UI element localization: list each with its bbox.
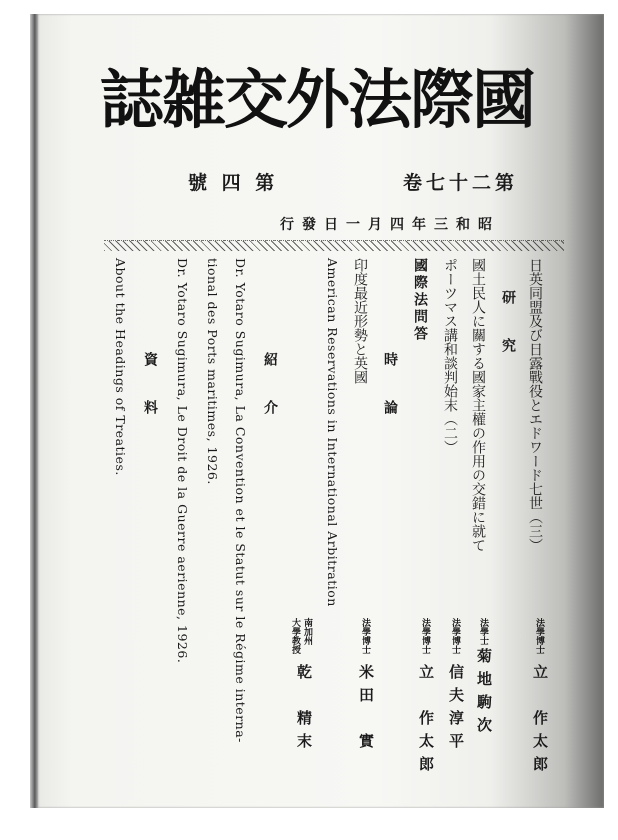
intro-2-title: Dr. Yotaro Sugimura, Le Droit de la Guerre aerienne, 1926.: [175, 258, 190, 664]
page-binding-edge: [30, 14, 38, 808]
qa-heading: 國際法問答: [412, 258, 428, 343]
commentary-author-title: 法學博士: [360, 618, 370, 654]
commentary-heading: 時 論: [382, 352, 398, 424]
qa-author: 立 作太郎: [417, 664, 435, 779]
article-2-author: 菊地駒次: [475, 648, 493, 740]
article-2-author-title: 法學士: [478, 618, 488, 645]
article-1-title: 日英同盟及び日露戰役とエドワード七世（三）: [527, 258, 543, 552]
commentary-author: 米田 實: [357, 664, 375, 756]
issue-number: 號 四 第: [188, 172, 279, 194]
issue-date: 行發日一月四年三和昭: [280, 217, 500, 233]
volume-number: 卷七十二第: [402, 172, 518, 194]
intro-1-title-a: Dr. Yotaro Sugimura, La Convention et le Statut sur le Régime interna-: [233, 258, 248, 743]
intro-heading: 紹 介: [262, 352, 278, 424]
article-3-author-title: 法學博士: [450, 618, 460, 654]
intro-author-title-a: 南加州: [302, 618, 312, 645]
commentary-2-title: 印度最近形勢と英國: [352, 258, 368, 384]
qa-author-title: 法學博士: [420, 618, 430, 654]
materials-heading: 資 料: [142, 352, 158, 424]
commentary-1-title: American Reservations in International Arbitration: [325, 258, 340, 607]
research-heading: 研 究: [500, 290, 516, 362]
intro-author: 乾 精末: [295, 664, 313, 756]
article-3-author: 信夫淳平: [447, 664, 465, 756]
divider-line: [104, 240, 564, 251]
article-2-title: 國土民人に關する國家主權の作用の交錯に就て: [470, 258, 486, 552]
article-3-title: ポーツマス講和談判始末（二）: [442, 258, 458, 454]
intro-1-title-b: tional des Ports maritimes, 1926.: [205, 258, 220, 485]
intro-author-title-b: 大學教授: [290, 618, 300, 654]
article-1-author-title: 法學博士: [534, 618, 544, 654]
journal-title: 誌雑交外法際國: [100, 64, 534, 138]
article-1-author: 立 作太郎: [531, 664, 549, 779]
materials-1-title: About the Headings of Treaties.: [113, 258, 128, 476]
